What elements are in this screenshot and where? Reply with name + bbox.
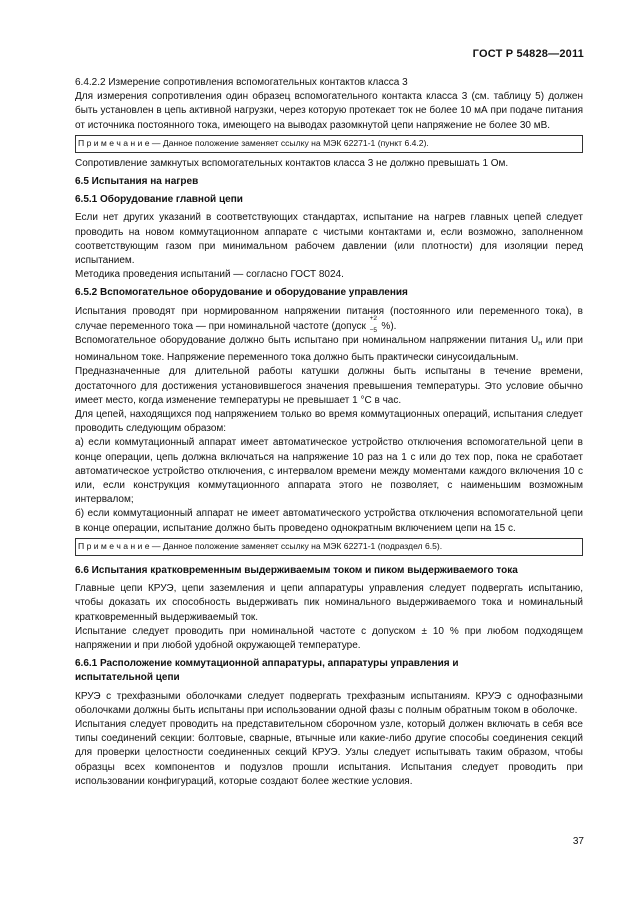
note-box [75,538,583,556]
tolerance-unit: %). [381,320,397,332]
list-item: а) если коммутационный аппарат имеет автоматическое устройство отключения вспомогательной цепи в конце операции, цепь должна включаться на напряжение 10 раз на 1 с или до тех пор, пока не сработает автоматическое устройство отключения, с интервалом времени между моментами каждого включения 10 с или, если конструкция коммутационного аппарата этого не позволяет, с наименьшим возможным интервалом; [75,437,583,506]
voltage-subscript: н [538,340,543,348]
tolerance-plus: +2 [369,314,378,322]
paragraph: Испытание следует проводить при номинальной частоте с допуском ± 10 % при любом подходящем напряжении и при любой удобной окружающей температуре. [75,625,583,651]
paragraph: Если нет других указаний в соответствующих стандартах, испытание на нагрев главных цепей следует проводить на новом коммутационном аппарате с чистыми контактами и, если возможно, заполненном соответствующим газом при минимальном рабочем давлении (или плотности) для изоляции перед испытанием. [75,212,583,267]
section-heading: 6.5 Испытания на нагрев [75,176,199,188]
section-heading: 6.5.1 Оборудование главной цепи [75,194,243,206]
paragraph: Испытания следует проводить на представительном сборочном узле, который должен включать в себя все типы соединений секции: болтовые, сварные, втычные или какие-либо другие способы соединения секций для проверки целостности соединенных секций КРУЭ. Узлы следует испытывать таким образом, чтобы образцы всех компонентов и подузлов прошли испытания. Испытания следует проводить при использовании конфигураций, которые создают более жесткие условия. [75,718,583,787]
section-heading: 6.6 Испытания кратковременным выдерживаемым током и пиком выдерживаемого тока [75,564,518,576]
section-heading: 6.6.1 Расположение коммутационной аппаратуры, аппаратуры управления и испытательной цепи [75,658,459,684]
paragraph: 6.4.2.2 Измерение сопротивления вспомогательных контактов класса 3 [75,77,408,88]
paragraph [75,334,583,365]
section-heading: 6.5.2 Вспомогательное оборудование и оборудование управления [75,287,408,299]
paragraph [75,305,583,334]
paragraph: Предназначенные для длительной работы катушки должны быть испытаны в течение времени, достаточного для достижения установившегося значения превышения температуры. Это условие обычно имеет место, когда изменение температуры не превышает 1 °C в час. [75,366,583,406]
paragraph-text: Испытания проводят при нормированном напряжении питания (постоянного или переменного тока), в случае переменного тока — при номинальной частоте (допуск [75,305,583,332]
list-item: б) если коммутационный аппарат не имеет автоматического устройства отключения вспомогательной цепи в конце операции, испытание должно быть проведено однократным включением цепи на 15 с. [75,508,583,534]
paragraph: Методика проведения испытаний — согласно ГОСТ 8024. [75,269,344,281]
note-text: П р и м е ч а н и е — Данное положение заменяет ссылку на МЭК 62271-1 (пункт 6.4.2). [78,137,429,148]
paragraph: Главные цепи КРУЭ, цепи заземления и цепи аппаратуры управления следует подвергать испытанию, чтобы доказать их способность выдерживать пик номинального выдерживаемого тока и номинальный кратковременный выдерживаемый ток. [75,583,583,623]
page-body [75,76,583,789]
tolerance-minus: −5 [369,326,378,334]
frequency-tolerance [369,314,379,334]
paragraph: Для измерения сопротивления один образец вспомогательного контакта класса 3 (см. таблицу 5) должен быть установлен в цепь активной нагрузки, через которую протекает ток не более 10 мА при подаче питания от источника постоянного тока, имеющего на выводах разомкнутой цепи напряжение не более 30 мВ. [75,91,583,131]
page-number: 37 [572,836,584,847]
paragraph-text: Вспомогательное оборудование должно быть испытано при номинальном напряжении питания U [75,335,539,347]
paragraph: Сопротивление замкнутых вспомогательных контактов класса 3 не должно превышать 1 Ом. [75,157,509,169]
note-text: П р и м е ч а н и е — Данное положение заменяет ссылку на МЭК 62271-1 (подраздел 6.5). [78,540,443,551]
document-code: ГОСТ Р 54828—2011 [472,48,584,60]
paragraph: КРУЭ с трехфазными оболочками следует подвергать трехфазным испытаниям. КРУЭ с однофазными оболочками должны быть испытаны при использовании одной фазы с полным обратным током в оболочке. [75,690,583,716]
paragraph-text-tail: или при номинальном токе. Напряжение переменного тока должно быть практически синусоидальным. [75,335,583,364]
paragraph: Для цепей, находящихся под напряжением только во время коммутационных операций, испытания следует проводить следующим образом: [75,409,583,435]
note-box [75,135,583,153]
